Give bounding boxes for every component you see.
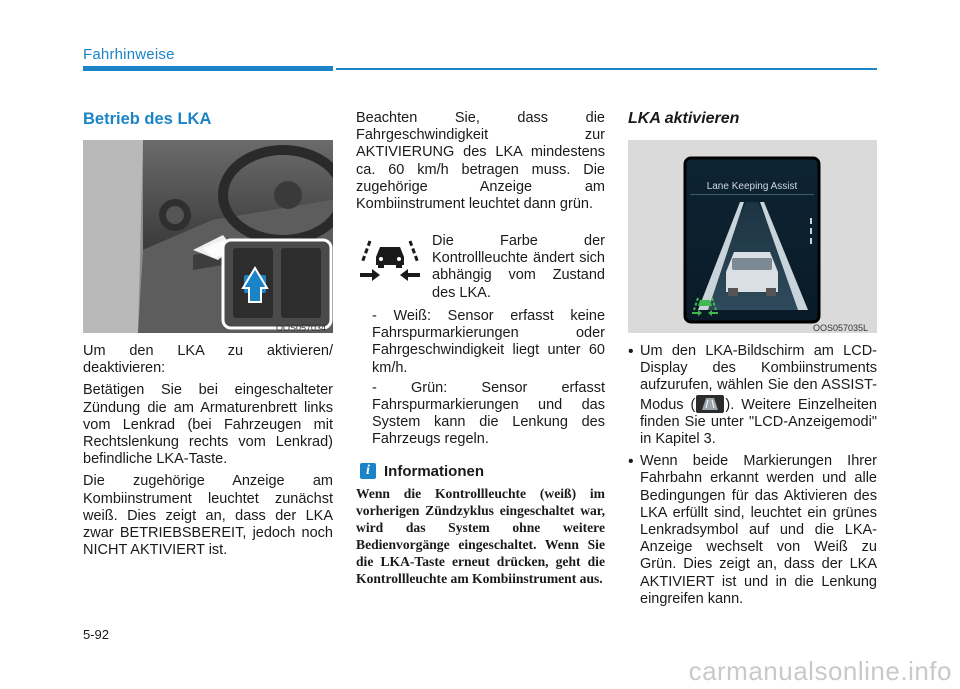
- page-number: 5-92: [83, 627, 110, 642]
- info-body: Wenn die Kontrollleuchte (weiß) im vorherigen Zündzyklus eingeschaltet war, wird das System ohne weitere Bedienvorgänge eingeschaltet. Wenn Sie die LKA-Taste erneut drücken, geht die Kontrollleuchte am Kombiinstrument aus.: [356, 486, 605, 586]
- paragraph: Die zugehörige Anzeige am Kombiinstrument leuchtet zunächst weiß. Dies zeigt an, dass der LKA zwar BETRIEBSBEREIT, jedoch noch NICHT AKTIVIERT ist.: [83, 473, 333, 559]
- info-title: Informationen: [384, 463, 484, 480]
- paragraph: Betätigen Sie bei eingeschalteter Zündung die am Armaturenbrett links vom Lenkrad (bei Fahrzeugen mit Rechtslenkung rechts vom Lenkrad) befindliche LKA-Taste.: [83, 382, 333, 468]
- header-rule-thick: [83, 66, 333, 71]
- assist-mode-icon: [696, 395, 724, 413]
- header-rule-thin: [336, 68, 877, 70]
- column-middle: [356, 110, 605, 213]
- list-item: [356, 380, 605, 449]
- dash-text: Sensor erfasst Fahrspurmarkierungen und das System kann die Lenkung des Fahrzeugs regeln.: [372, 379, 606, 448]
- dashboard-photo: [83, 140, 333, 333]
- list-item: [628, 343, 877, 448]
- dashboard-illustration: [83, 140, 333, 333]
- column-left: [83, 343, 333, 559]
- lka-cluster-screen: [628, 140, 877, 333]
- bullet-text: • Wenn beide Markierungen Ihrer Fahrbahn erkannt werden und alle Bedingungen für das Aktivieren des LKA erfüllt sind, leuchtet ein grünes Lenkradsymbol auf und die LKA-Anzeige wechselt von Weiß zu Grün. Dies zeigt an, dass der LKA AKTIVIERT ist und in die Lenkung eingreifen kann.: [640, 453, 877, 607]
- dash-label: - Weiß:: [372, 308, 432, 324]
- section-title: Betrieb des LKA: [83, 110, 212, 128]
- bullet-text: Um den LKA-Bildschirm am LCD-Display des Kombiinstruments aufzurufen, wählen Sie den ASSIST-Modus (: [640, 343, 877, 413]
- subsection-title: LKA aktivieren: [628, 110, 740, 127]
- figure-code: OOS057034: [276, 323, 327, 333]
- dash-text: Sensor erfasst keine Fahrspurmarkierungen oder Fahrgeschwindigkeit liegt unter 60 km/h.: [372, 308, 606, 376]
- paragraph: Um den LKA zu aktivieren/ deaktivieren:: [83, 343, 333, 377]
- icon-description: Die Farbe der Kontrollleuchte ändert sich abhängig vom Zustand des LKA.: [432, 233, 605, 301]
- status-list: [356, 308, 605, 449]
- dash-label: - Grün:: [372, 379, 448, 396]
- figure-code: OOS057035L: [813, 323, 869, 333]
- cluster-display-figure: [628, 140, 877, 333]
- info-icon: i: [360, 463, 376, 479]
- lka-indicator-icon: [356, 233, 424, 281]
- section-header: Fahrhinweise: [83, 46, 175, 63]
- bullet-text: ). Weitere Einzelheiten finden Sie unter "LCD-Anzeigemodi" in Kapitel 3.: [640, 396, 877, 448]
- list-item: [356, 308, 605, 377]
- list-item: [628, 453, 877, 608]
- screen-label: Lane Keeping Assist: [690, 181, 814, 195]
- paragraph: Beachten Sie, dass die Fahrgeschwindigkeit zur AKTIVIERUNG des LKA mindestens ca. 60 km/h betragen muss. Die zugehörige Anzeige am Kombiinstrument leuchtet dann grün.: [356, 110, 605, 213]
- info-header: [356, 461, 605, 483]
- watermark: carmanualsonline.info: [688, 656, 952, 686]
- column-right: [628, 343, 877, 608]
